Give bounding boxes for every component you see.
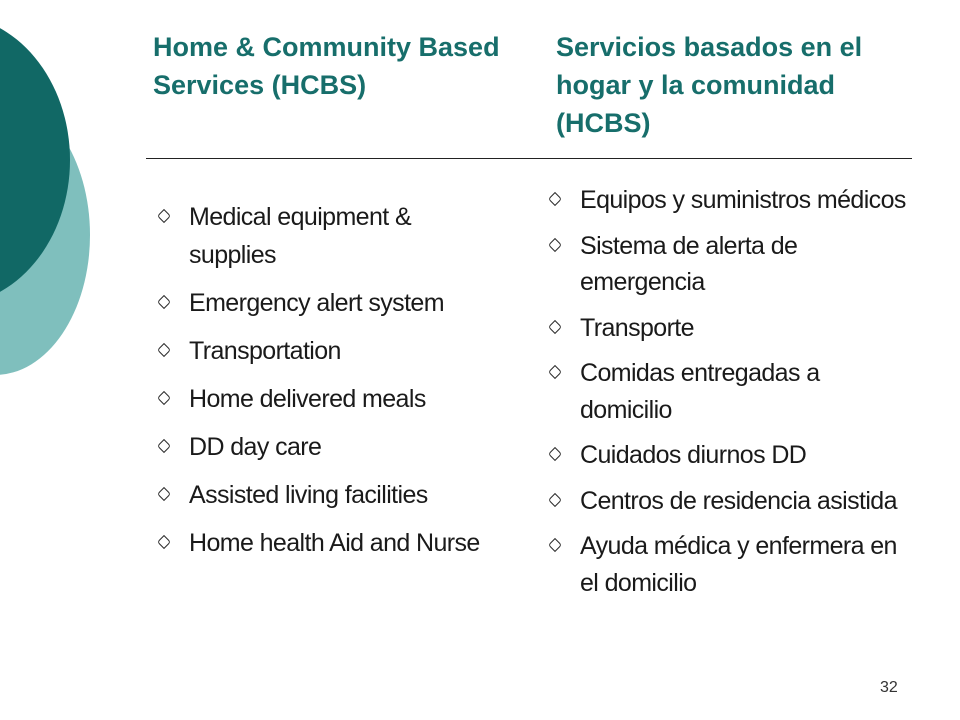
page-number: 32 xyxy=(880,679,898,696)
list-item-label: Emergency alert system xyxy=(189,289,444,317)
list-item xyxy=(156,198,496,274)
list-item-label: Sistema de alerta de emergencia xyxy=(580,231,798,296)
list-item-label: DD day care xyxy=(189,433,322,461)
list-item xyxy=(547,182,907,219)
list-item-label: Medical equipment & supplies xyxy=(189,203,412,269)
bullet-icon xyxy=(157,439,171,453)
bullet-icon xyxy=(548,447,562,461)
heading-english: Home & Community Based Services (HCBS) xyxy=(153,32,500,100)
services-list-spanish xyxy=(547,182,907,610)
list-item xyxy=(156,332,496,370)
list-item-label: Comidas entregadas a domicilio xyxy=(580,359,820,424)
bullet-icon xyxy=(548,319,562,333)
bullet-icon xyxy=(548,492,562,506)
list-item-label: Home delivered meals xyxy=(189,385,426,413)
list-item xyxy=(547,528,907,601)
list-item xyxy=(156,524,496,562)
list-item-label: Transporte xyxy=(580,313,694,342)
list-item-label: Equipos y suministros médicos xyxy=(580,186,906,214)
bullet-icon xyxy=(157,343,171,357)
list-item xyxy=(547,437,907,474)
list-item xyxy=(156,476,496,514)
bullet-icon xyxy=(548,538,562,552)
bullet-icon xyxy=(157,209,171,223)
list-item xyxy=(156,284,496,322)
bullet-icon xyxy=(548,237,562,251)
heading-spanish: Servicios basados en el hogar y la comunidad (HCBS) xyxy=(556,32,863,138)
bullet-icon xyxy=(157,535,171,549)
list-item-label: Assisted living facilities xyxy=(189,481,428,509)
list-item-label: Transportation xyxy=(189,337,341,365)
list-item-label: Cuidados diurnos DD xyxy=(580,441,807,469)
title-divider xyxy=(146,158,912,159)
bullet-icon xyxy=(548,192,562,206)
bullet-icon xyxy=(157,391,171,405)
list-item xyxy=(156,380,496,418)
list-item xyxy=(547,310,907,347)
bullet-icon xyxy=(157,487,171,501)
list-item xyxy=(547,228,907,301)
list-item xyxy=(156,428,496,466)
list-item xyxy=(547,355,907,428)
list-item-label: Home health Aid and Nurse xyxy=(189,529,480,557)
bullet-icon xyxy=(548,365,562,379)
list-item-label: Ayuda médica y enfermera en el domicilio xyxy=(580,532,897,597)
list-item-label: Centros de residencia asistida xyxy=(580,486,897,515)
bullet-icon xyxy=(157,295,171,309)
list-item xyxy=(547,483,907,520)
services-list-english xyxy=(156,198,496,572)
